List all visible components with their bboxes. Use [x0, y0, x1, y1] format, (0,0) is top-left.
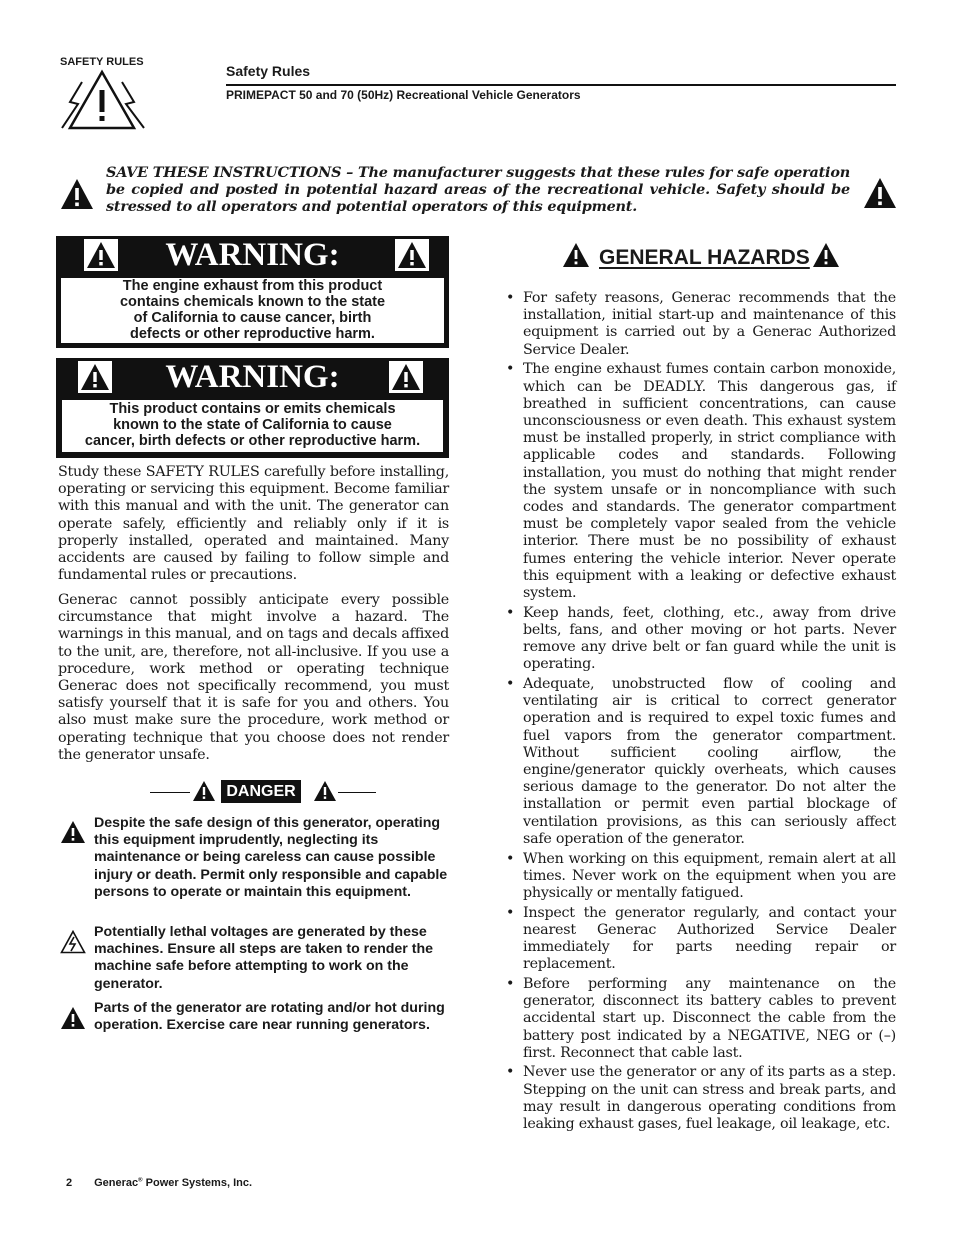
- warning-text: The engine exhaust from this product contains chemicals known to the state of California to cause cancer, birth defects or other reproductive harm.: [61, 278, 444, 343]
- warning-text: This product contains or emits chemicals known to the state of California to cause cancer, birth defects or other reproductive harm.: [61, 399, 444, 453]
- header-divider: [226, 84, 896, 86]
- electrical-hazard-icon: [60, 930, 86, 954]
- list-item: • Never use the generator or any of its parts as a step. Stepping on the unit can stress and break parts, and may result in dangerous operating conditions from leaking exhaust gases, fuel leakage, oil leakage, etc.: [506, 1064, 896, 1133]
- list-item: • When working on this equipment, remain alert at all times. Never work on the equipment when you are physically or mentally fatigued.: [506, 850, 896, 901]
- warning-triangle-icon: [812, 242, 840, 268]
- list-item: • For safety reasons, Generac recommends that the installation, initial start-up and maintenance of this equipment is carried out by a Generac Authorized Service Dealer.: [506, 290, 896, 358]
- warning-title: WARNING:: [165, 359, 340, 395]
- general-hazards-list: [506, 290, 896, 1136]
- warning-triangle-icon: [395, 239, 429, 271]
- warning-triangle-icon: [313, 780, 337, 802]
- danger-item: Despite the safe design of this generator, operating this equipment imprudently, neglecting its maintenance or being careless can cause possible injury or death. Permit only responsible and capable persons to operate or maintain this equipment.: [94, 815, 448, 900]
- danger-item: Parts of the generator are rotating and/or hot during operation. Exercise care near running generators.: [94, 1000, 445, 1034]
- divider-line: [150, 792, 190, 793]
- bullet-icon: •: [506, 290, 515, 306]
- warning-triangle-icon: [863, 177, 897, 209]
- warning-triangle-icon: [192, 780, 216, 802]
- safety-rules-icon: [58, 56, 150, 135]
- registered-mark: ®: [138, 1177, 143, 1184]
- bullet-icon: •: [506, 1064, 515, 1081]
- company-name: Generac: [94, 1177, 139, 1189]
- page-footer: [66, 1177, 252, 1189]
- bullet-icon: •: [506, 850, 515, 867]
- warning-triangle-icon: [60, 1006, 86, 1030]
- document-subtitle: PRIMEPACT 50 and 70 (50Hz) Recreational Vehicle Generators: [226, 88, 581, 102]
- intro-paragraph: Generac cannot possibly anticipate every possible circumstance that might involve a hazard. The warnings in this manual, and on tags and decals affixed to the unit, are, therefore, not all-inclusive. If you use a procedure, work method or operating technique Generac does not specifically recommend, you must satisfy yourself that it is safe for you and others. You also must make sure the procedure, work method or operating technique that you choose does not render the generator unsafe.: [58, 592, 449, 763]
- bullet-icon: •: [506, 604, 515, 621]
- page-number: 2: [66, 1177, 73, 1189]
- warning-title: WARNING:: [165, 237, 340, 273]
- warning-triangle-icon: [60, 820, 86, 844]
- warning-triangle-icon: [60, 178, 94, 210]
- list-item: • Keep hands, feet, clothing, etc., away from drive belts, fans, and other moving or hot parts. Never remove any drive belt or fan guard while the unit is operating.: [506, 604, 896, 673]
- bullet-icon: •: [506, 361, 515, 378]
- section-title: Safety Rules: [226, 63, 311, 79]
- lightning-warning-icon: [58, 68, 150, 130]
- danger-header: [150, 780, 376, 806]
- bullet-icon: •: [506, 904, 515, 921]
- warning-box-exhaust: [56, 236, 449, 348]
- divider-line: [338, 792, 376, 793]
- company-name-rest: Power Systems, Inc.: [142, 1177, 253, 1189]
- list-item: • Before performing any maintenance on the generator, disconnect its battery cables to prevent accidental start up. Disconnect the cable from the battery post indicated by a NEGATIVE, NEG or (–) first. Reconnect that cable last.: [506, 975, 896, 1061]
- general-hazards-title: GENERAL HAZARDS: [599, 246, 810, 269]
- list-item: • Adequate, unobstructed flow of cooling and ventilating air is critical to correct generator operation and is required to expel toxic fumes and fuel vapors from the generator compartment. Without sufficient cooling airflow, the engine/generator quickly overheats, which causes serious damage to the generator. Do not alter the installation or permit even partial blockage of ventilation provisions, as this can seriously affect safe operation of the generator.: [506, 675, 896, 847]
- list-item: • The engine exhaust fumes contain carbon monoxide, which can be DEADLY. This dangerous gas, if breathed in sufficient concentrations, can cause unconsciousness or even death. This exhaust system must be installed properly, in strict compliance with applicable codes and standards. Following installation, you must do nothing that might render the system unsafe or in noncompliance with such codes and standards. The generator compartment must be completely vapor sealed from the vehicle interior. There must be no possibility of exhaust fumes entering the vehicle interior. Never operate this equipment with a leaking or defective exhaust system.: [506, 361, 896, 601]
- warning-triangle-icon: [389, 361, 423, 393]
- save-instructions: SAVE THESE INSTRUCTIONS – The manufacturer suggests that these rules for safe operation be copied and posted in potential hazard areas of the recreational vehicle. Safety should be stressed to all operators and potential operators of this equipment.: [106, 164, 850, 215]
- general-hazards-header: [562, 240, 842, 274]
- warning-triangle-icon: [562, 242, 590, 268]
- danger-item: Potentially lethal voltages are generated by these machines. Ensure all steps are taken to render the machine safe before attempting to work on the generator.: [94, 924, 434, 992]
- danger-label: DANGER: [221, 780, 301, 803]
- warning-box-emissions: [56, 358, 449, 458]
- intro-paragraph: Study these SAFETY RULES carefully before installing, operating or servicing this equipment. Become familiar with this manual and with the unit. The generator can operate safely, efficiently and reliably only if it is properly installed, operated and maintained. Many accidents are caused by failing to follow simple and fundamental rules or precautions.: [58, 464, 449, 584]
- bullet-icon: •: [506, 975, 515, 992]
- bullet-icon: •: [506, 675, 515, 692]
- list-item: • Inspect the generator regularly, and contact your nearest Generac Authorized Service Dealer immediately for parts needing repair or replacement.: [506, 904, 896, 973]
- safety-rules-icon-label: SAFETY RULES: [60, 56, 144, 68]
